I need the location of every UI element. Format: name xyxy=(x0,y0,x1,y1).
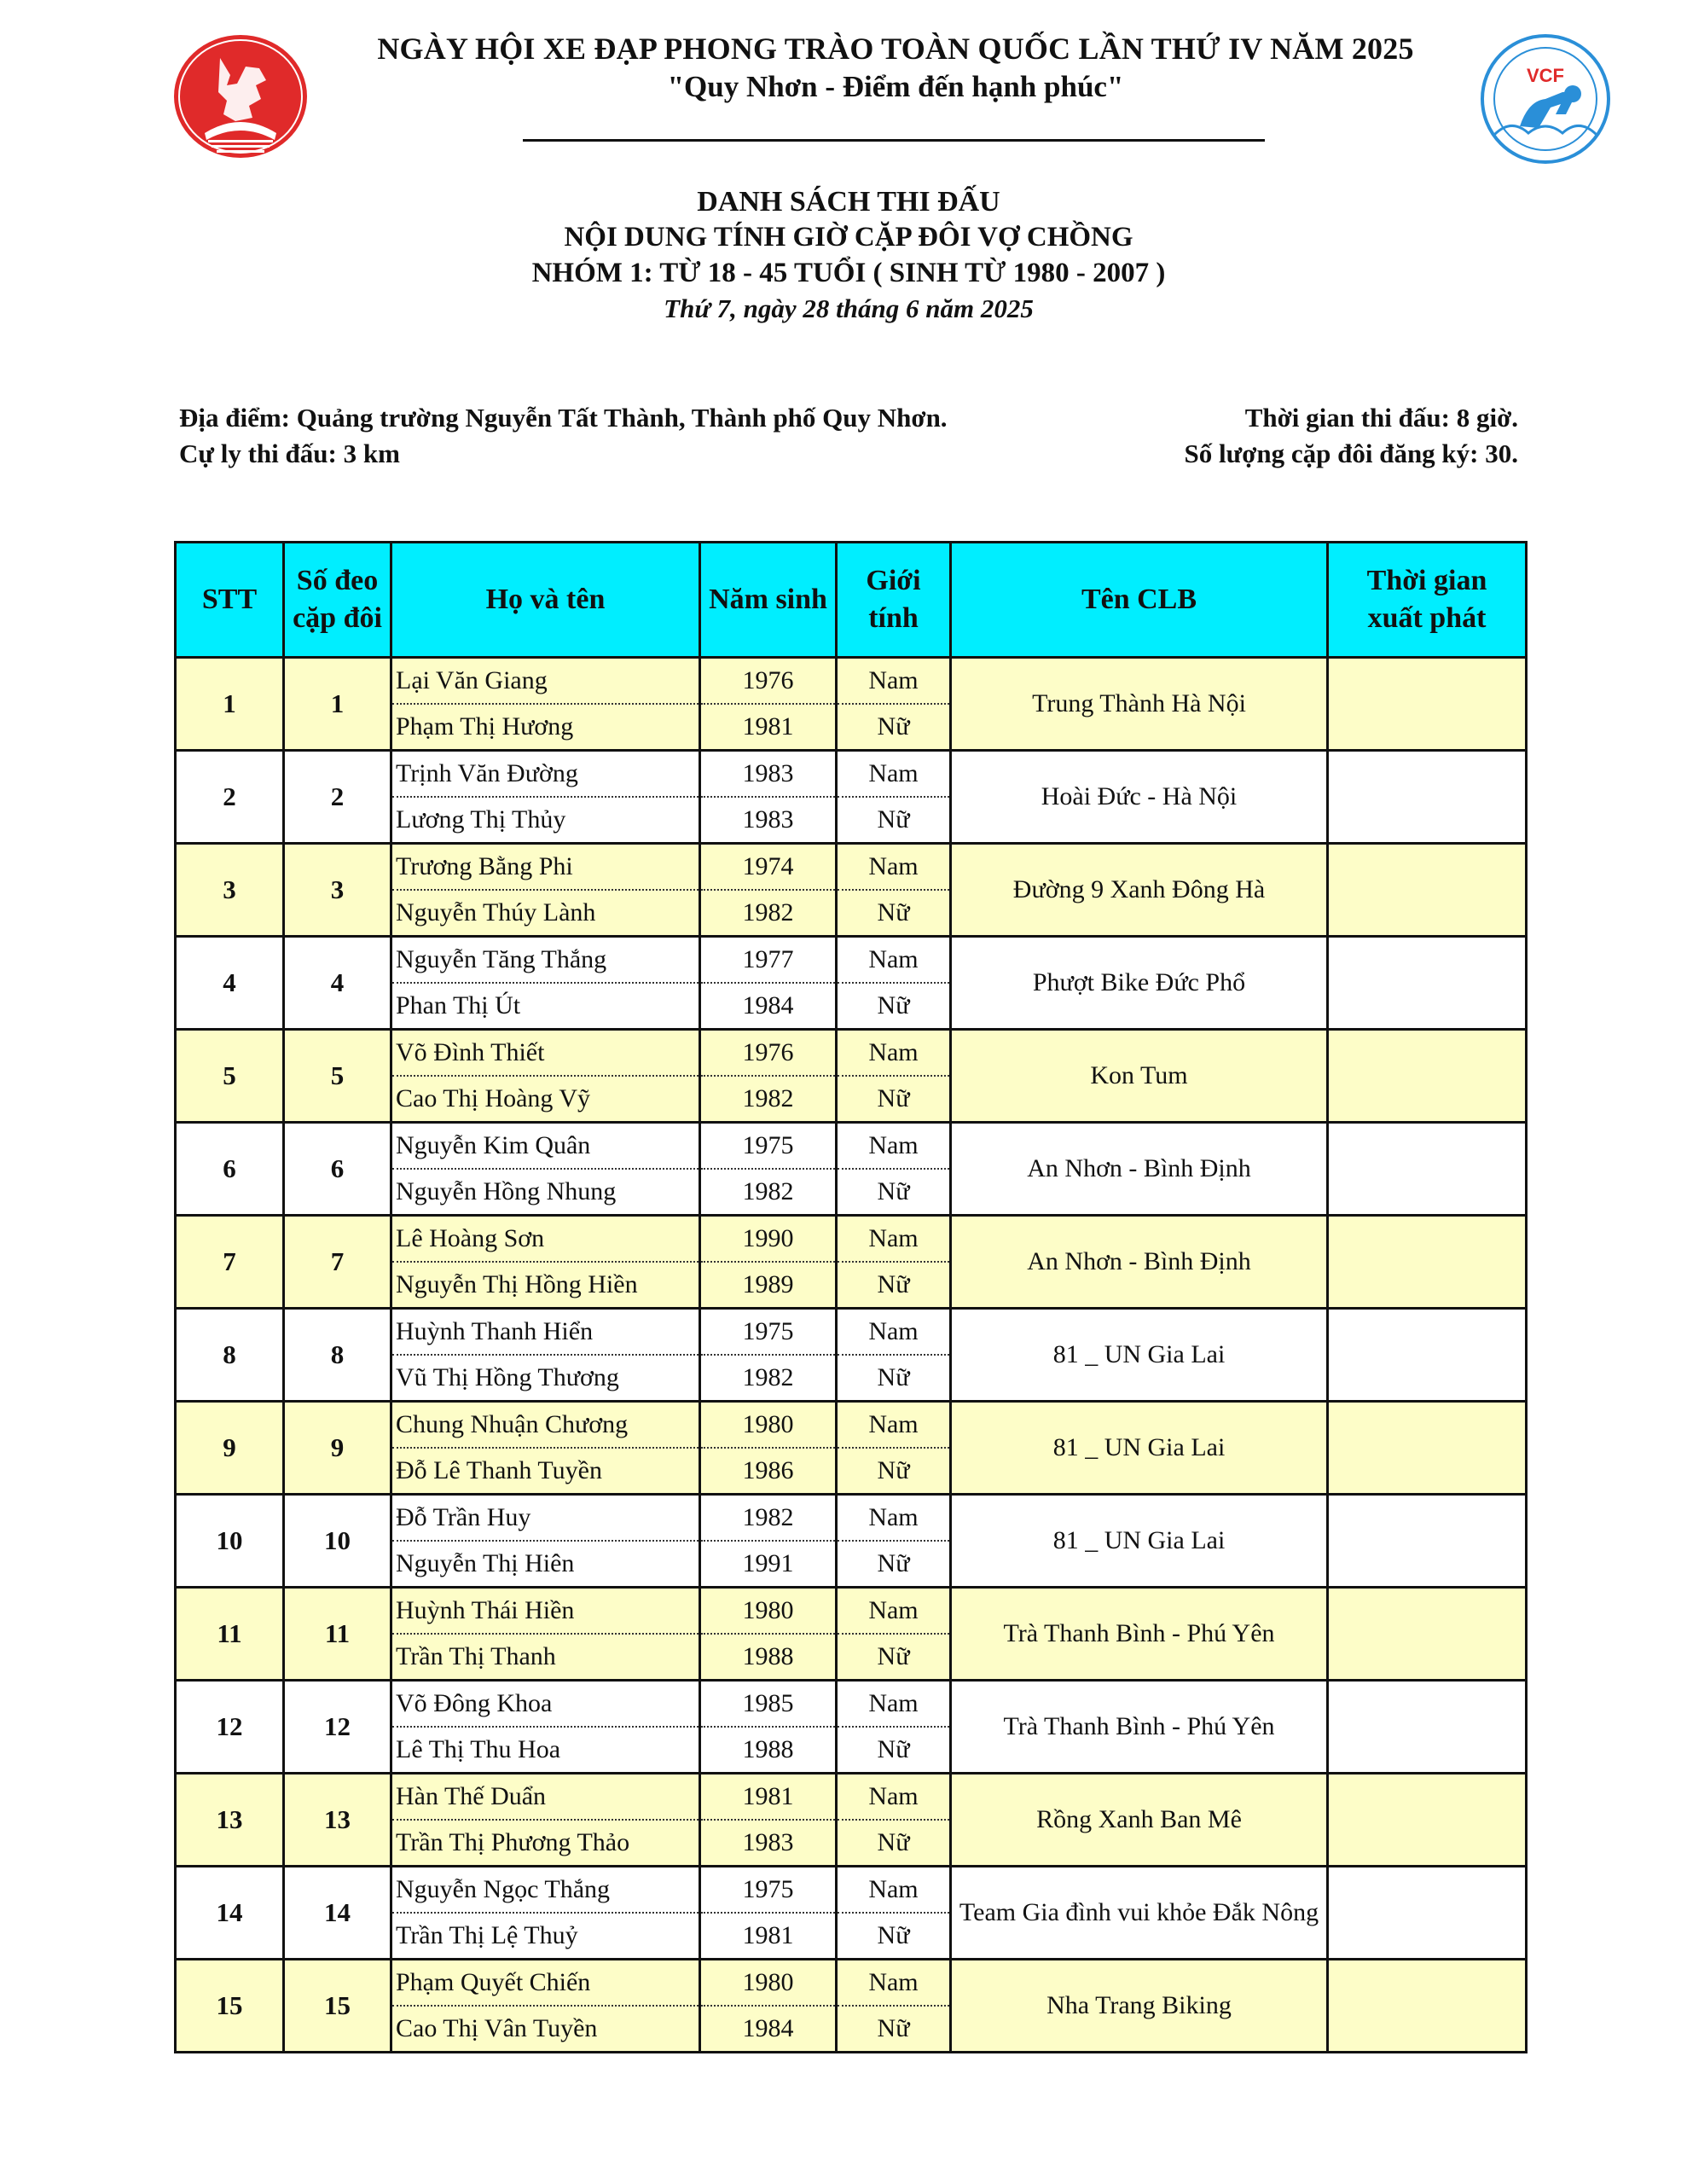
husband-name-cell: Đỗ Trần Huy xyxy=(391,1495,700,1542)
bib-cell: 9 xyxy=(284,1402,391,1495)
table-row xyxy=(176,1681,1527,1728)
husband-name-cell: Trịnh Văn Đường xyxy=(391,751,700,798)
husband-year-cell: 1975 xyxy=(700,1867,837,1914)
wife-name-cell: Cao Thị Hoàng Vỹ xyxy=(391,1076,700,1123)
document-title: DANH SÁCH THI ĐẤU xyxy=(697,186,1000,218)
club-cell: 81 _ UN Gia Lai xyxy=(951,1402,1328,1495)
husband-name-cell: Trương Bằng Phi xyxy=(391,844,700,891)
husband-year-cell: 1990 xyxy=(700,1216,837,1263)
club-cell: Team Gia đình vui khỏe Đắk Nông xyxy=(951,1867,1328,1960)
col-header-bib-line1: Số đeo xyxy=(296,565,379,596)
wife-gender-cell: Nữ xyxy=(837,797,951,844)
wife-gender-cell: Nữ xyxy=(837,983,951,1030)
stt-cell: 1 xyxy=(176,658,284,751)
club-cell: 81 _ UN Gia Lai xyxy=(951,1495,1328,1588)
couple-entry xyxy=(176,1309,1527,1402)
husband-gender-cell: Nam xyxy=(837,937,951,984)
wife-name-cell: Nguyễn Thị Hiên xyxy=(391,1541,700,1588)
wife-gender-cell: Nữ xyxy=(837,1262,951,1309)
husband-year-cell: 1980 xyxy=(700,1960,837,2007)
stt-cell: 12 xyxy=(176,1681,284,1774)
couple-entry xyxy=(176,937,1527,1030)
husband-name-cell: Võ Đông Khoa xyxy=(391,1681,700,1728)
col-header-start-line1: Thời gian xyxy=(1366,565,1487,596)
club-cell: Kon Tum xyxy=(951,1030,1328,1123)
event-slogan: "Quy Nhơn - Điểm đến hạnh phúc" xyxy=(667,70,1124,103)
club-cell: 81 _ UN Gia Lai xyxy=(951,1309,1328,1402)
start-time-cell xyxy=(1328,658,1527,751)
document-subtitle: NỘI DUNG TÍNH GIỜ CẶP ĐÔI VỢ CHỒNG xyxy=(564,222,1133,253)
wife-year-cell: 1988 xyxy=(700,1634,837,1681)
distance-info: Cự ly thi đấu: 3 km xyxy=(179,439,400,468)
husband-gender-cell: Nam xyxy=(837,751,951,798)
couple-entry xyxy=(176,751,1527,844)
bib-cell: 1 xyxy=(284,658,391,751)
stt-cell: 4 xyxy=(176,937,284,1030)
couple-entry xyxy=(176,1960,1527,2053)
table-row xyxy=(176,1216,1527,1263)
husband-year-cell: 1977 xyxy=(700,937,837,984)
stt-cell: 15 xyxy=(176,1960,284,2053)
stt-cell: 3 xyxy=(176,844,284,937)
wife-name-cell: Phạm Thị Hương xyxy=(391,704,700,751)
husband-gender-cell: Nam xyxy=(837,1960,951,2007)
husband-year-cell: 1983 xyxy=(700,751,837,798)
couple-entry xyxy=(176,1402,1527,1495)
start-time-cell xyxy=(1328,1774,1527,1867)
table-row xyxy=(176,1774,1527,1821)
club-cell: Rồng Xanh Ban Mê xyxy=(951,1774,1328,1867)
husband-year-cell: 1976 xyxy=(700,1030,837,1077)
start-time-cell xyxy=(1328,1402,1527,1495)
time-info: Thời gian thi đấu: 8 giờ. xyxy=(1244,403,1518,433)
husband-year-cell: 1975 xyxy=(700,1309,837,1356)
start-time-cell xyxy=(1328,1309,1527,1402)
couple-entry xyxy=(176,1588,1527,1681)
start-time-cell xyxy=(1328,1495,1527,1588)
husband-name-cell: Hàn Thế Duẩn xyxy=(391,1774,700,1821)
bib-cell: 4 xyxy=(284,937,391,1030)
husband-gender-cell: Nam xyxy=(837,1867,951,1914)
couple-entry xyxy=(176,844,1527,937)
bib-cell: 6 xyxy=(284,1123,391,1216)
couple-entry xyxy=(176,1123,1527,1216)
wife-gender-cell: Nữ xyxy=(837,704,951,751)
col-header-start-line2: xuất phát xyxy=(1367,602,1487,634)
stt-cell: 10 xyxy=(176,1495,284,1588)
husband-name-cell: Lại Văn Giang xyxy=(391,658,700,705)
bib-cell: 3 xyxy=(284,844,391,937)
husband-gender-cell: Nam xyxy=(837,1495,951,1542)
start-time-cell xyxy=(1328,844,1527,937)
table-row xyxy=(176,751,1527,798)
table-row xyxy=(176,1309,1527,1356)
husband-gender-cell: Nam xyxy=(837,844,951,891)
start-time-cell xyxy=(1328,1588,1527,1681)
table-row xyxy=(176,1030,1527,1077)
wife-year-cell: 1984 xyxy=(700,983,837,1030)
document-date: Thứ 7, ngày 28 tháng 6 năm 2025 xyxy=(664,293,1034,323)
wife-year-cell: 1983 xyxy=(700,797,837,844)
wife-year-cell: 1989 xyxy=(700,1262,837,1309)
event-title: NGÀY HỘI XE ĐẠP PHONG TRÀO TOÀN QUỐC LẦN THỨ IV NĂM 2025 xyxy=(377,32,1414,66)
wife-year-cell: 1981 xyxy=(700,704,837,751)
wife-gender-cell: Nữ xyxy=(837,1448,951,1495)
husband-gender-cell: Nam xyxy=(837,1123,951,1170)
husband-year-cell: 1982 xyxy=(700,1495,837,1542)
col-header-gender xyxy=(837,543,951,658)
husband-name-cell: Huỳnh Thanh Hiển xyxy=(391,1309,700,1356)
wife-gender-cell: Nữ xyxy=(837,1355,951,1402)
wife-year-cell: 1981 xyxy=(700,1913,837,1960)
vcf-logo xyxy=(1477,32,1614,165)
wife-year-cell: 1982 xyxy=(700,1169,837,1216)
club-cell: An Nhơn - Bình Định xyxy=(951,1123,1328,1216)
couple-entry xyxy=(176,1216,1527,1309)
wife-year-cell: 1984 xyxy=(700,2006,837,2053)
start-time-cell xyxy=(1328,1867,1527,1960)
wife-year-cell: 1982 xyxy=(700,1355,837,1402)
wife-year-cell: 1986 xyxy=(700,1448,837,1495)
wife-gender-cell: Nữ xyxy=(837,1634,951,1681)
husband-year-cell: 1985 xyxy=(700,1681,837,1728)
stt-cell: 5 xyxy=(176,1030,284,1123)
wife-name-cell: Nguyễn Thúy Lành xyxy=(391,890,700,937)
col-header-start-time xyxy=(1328,543,1527,658)
couple-entry xyxy=(176,1495,1527,1588)
bib-cell: 10 xyxy=(284,1495,391,1588)
bib-cell: 7 xyxy=(284,1216,391,1309)
wife-year-cell: 1982 xyxy=(700,890,837,937)
club-cell: Trà Thanh Bình - Phú Yên xyxy=(951,1588,1328,1681)
col-header-club: Tên CLB xyxy=(951,543,1328,658)
bib-cell: 8 xyxy=(284,1309,391,1402)
wife-name-cell: Vũ Thị Hồng Thương xyxy=(391,1355,700,1402)
table-row xyxy=(176,1867,1527,1914)
table-row xyxy=(176,1588,1527,1635)
husband-gender-cell: Nam xyxy=(837,1774,951,1821)
husband-name-cell: Huỳnh Thái Hiền xyxy=(391,1588,700,1635)
wife-name-cell: Trần Thị Phương Thảo xyxy=(391,1820,700,1867)
wife-gender-cell: Nữ xyxy=(837,1541,951,1588)
wife-year-cell: 1982 xyxy=(700,1076,837,1123)
venue-info: Địa điểm: Quảng trường Nguyễn Tất Thành, Thành phố Quy Nhơn. xyxy=(179,403,948,433)
club-cell: Đường 9 Xanh Đông Hà xyxy=(951,844,1328,937)
husband-year-cell: 1974 xyxy=(700,844,837,891)
wife-name-cell: Lê Thị Thu Hoa xyxy=(391,1727,700,1774)
wife-name-cell: Trần Thị Lệ Thuỷ xyxy=(391,1913,700,1960)
col-header-bib xyxy=(284,543,391,658)
col-header-gender-line1: Giới xyxy=(866,565,921,596)
husband-gender-cell: Nam xyxy=(837,1588,951,1635)
bib-cell: 5 xyxy=(284,1030,391,1123)
husband-year-cell: 1980 xyxy=(700,1402,837,1449)
stt-cell: 11 xyxy=(176,1588,284,1681)
wife-name-cell: Nguyễn Thị Hồng Hiền xyxy=(391,1262,700,1309)
couple-entry xyxy=(176,1681,1527,1774)
husband-year-cell: 1975 xyxy=(700,1123,837,1170)
start-time-cell xyxy=(1328,1681,1527,1774)
wife-name-cell: Đỗ Lê Thanh Tuyền xyxy=(391,1448,700,1495)
husband-gender-cell: Nam xyxy=(837,658,951,705)
club-cell: Phượt Bike Đức Phổ xyxy=(951,937,1328,1030)
wife-name-cell: Nguyễn Hồng Nhung xyxy=(391,1169,700,1216)
wife-gender-cell: Nữ xyxy=(837,1076,951,1123)
husband-name-cell: Võ Đình Thiết xyxy=(391,1030,700,1077)
wife-name-cell: Cao Thị Vân Tuyền xyxy=(391,2006,700,2053)
start-time-cell xyxy=(1328,1216,1527,1309)
club-cell: Nha Trang Biking xyxy=(951,1960,1328,2053)
start-time-cell xyxy=(1328,1960,1527,2053)
start-time-cell xyxy=(1328,751,1527,844)
husband-year-cell: 1976 xyxy=(700,658,837,705)
count-info: Số lượng cặp đôi đăng ký: 30. xyxy=(1184,439,1518,468)
club-cell: Trà Thanh Bình - Phú Yên xyxy=(951,1681,1328,1774)
wife-gender-cell: Nữ xyxy=(837,890,951,937)
table-row xyxy=(176,1123,1527,1170)
husband-gender-cell: Nam xyxy=(837,1216,951,1263)
table-row xyxy=(176,844,1527,891)
start-time-cell xyxy=(1328,1123,1527,1216)
club-cell: Hoài Đức - Hà Nội xyxy=(951,751,1328,844)
table-row xyxy=(176,658,1527,705)
husband-name-cell: Chung Nhuận Chương xyxy=(391,1402,700,1449)
binh-dinh-logo xyxy=(171,32,310,160)
table-row xyxy=(176,1495,1527,1542)
stt-cell: 8 xyxy=(176,1309,284,1402)
roster-table xyxy=(174,541,1528,2053)
husband-name-cell: Nguyễn Ngọc Thắng xyxy=(391,1867,700,1914)
group-subtitle: NHÓM 1: TỪ 18 - 45 TUỔI ( SINH TỪ 1980 - 2007 ) xyxy=(531,258,1166,288)
header-divider xyxy=(523,139,1265,142)
start-time-cell xyxy=(1328,937,1527,1030)
wife-gender-cell: Nữ xyxy=(837,2006,951,2053)
col-header-gender-line2: tính xyxy=(868,602,919,634)
wife-name-cell: Lương Thị Thủy xyxy=(391,797,700,844)
wife-year-cell: 1988 xyxy=(700,1727,837,1774)
couple-entry xyxy=(176,1030,1527,1123)
col-header-bib-line2: cặp đôi xyxy=(293,602,382,634)
svg-text:VCF: VCF xyxy=(1527,65,1564,86)
club-cell: An Nhơn - Bình Định xyxy=(951,1216,1328,1309)
husband-gender-cell: Nam xyxy=(837,1681,951,1728)
bib-cell: 12 xyxy=(284,1681,391,1774)
wife-gender-cell: Nữ xyxy=(837,1169,951,1216)
wife-name-cell: Trần Thị Thanh xyxy=(391,1634,700,1681)
wife-year-cell: 1983 xyxy=(700,1820,837,1867)
husband-year-cell: 1981 xyxy=(700,1774,837,1821)
couple-entry xyxy=(176,1774,1527,1867)
col-header-year: Năm sinh xyxy=(700,543,837,658)
bib-cell: 2 xyxy=(284,751,391,844)
husband-name-cell: Lê Hoàng Sơn xyxy=(391,1216,700,1263)
wife-year-cell: 1991 xyxy=(700,1541,837,1588)
bib-cell: 13 xyxy=(284,1774,391,1867)
col-header-name: Họ và tên xyxy=(391,543,700,658)
couple-entry xyxy=(176,1867,1527,1960)
husband-gender-cell: Nam xyxy=(837,1030,951,1077)
husband-year-cell: 1980 xyxy=(700,1588,837,1635)
table-row xyxy=(176,1402,1527,1449)
stt-cell: 14 xyxy=(176,1867,284,1960)
couple-entry xyxy=(176,658,1527,751)
husband-name-cell: Phạm Quyết Chiến xyxy=(391,1960,700,2007)
husband-name-cell: Nguyễn Kim Quân xyxy=(391,1123,700,1170)
table-header-row xyxy=(176,543,1527,658)
stt-cell: 6 xyxy=(176,1123,284,1216)
stt-cell: 9 xyxy=(176,1402,284,1495)
wife-gender-cell: Nữ xyxy=(837,1913,951,1960)
bib-cell: 14 xyxy=(284,1867,391,1960)
club-cell: Trung Thành Hà Nội xyxy=(951,658,1328,751)
bib-cell: 11 xyxy=(284,1588,391,1681)
stt-cell: 7 xyxy=(176,1216,284,1309)
stt-cell: 2 xyxy=(176,751,284,844)
table-row xyxy=(176,1960,1527,2007)
start-time-cell xyxy=(1328,1030,1527,1123)
husband-gender-cell: Nam xyxy=(837,1402,951,1449)
wife-gender-cell: Nữ xyxy=(837,1820,951,1867)
stt-cell: 13 xyxy=(176,1774,284,1867)
wife-gender-cell: Nữ xyxy=(837,1727,951,1774)
col-header-stt: STT xyxy=(176,543,284,658)
husband-gender-cell: Nam xyxy=(837,1309,951,1356)
bib-cell: 15 xyxy=(284,1960,391,2053)
table-row xyxy=(176,937,1527,984)
husband-name-cell: Nguyễn Tăng Thắng xyxy=(391,937,700,984)
wife-name-cell: Phan Thị Út xyxy=(391,983,700,1030)
